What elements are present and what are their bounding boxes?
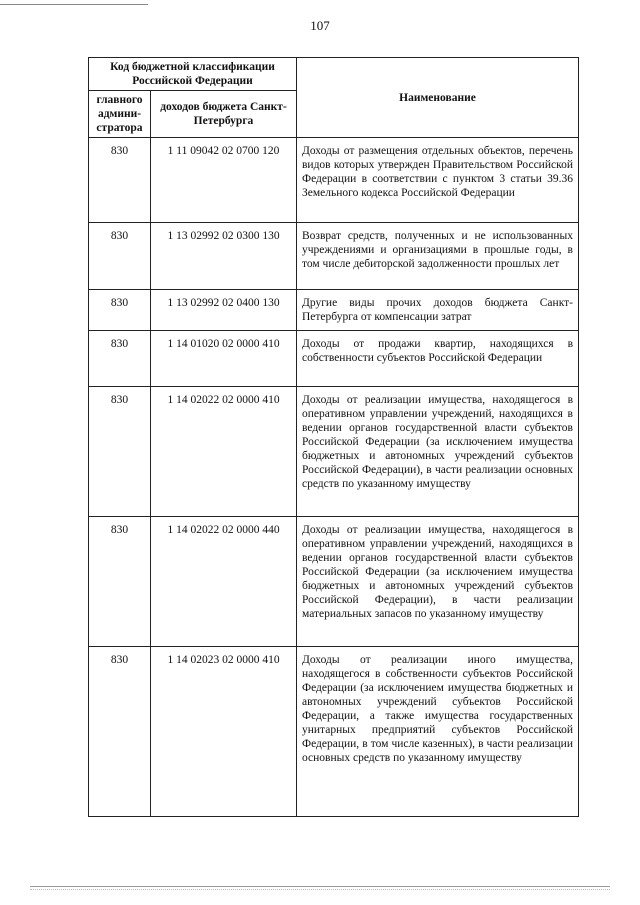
income-code-cell: 1 14 01020 02 0000 410 (151, 331, 297, 387)
table-row (89, 223, 579, 290)
table-row (89, 517, 579, 647)
admin-code-cell: 830 (89, 290, 151, 331)
name-cell: Доходы от продажи квартир, находящихся в собственности субъектов Российской Федерации (297, 331, 579, 387)
table-row (89, 387, 579, 517)
table-row (89, 331, 579, 387)
header-admin: главного админи-стратора (89, 91, 151, 138)
admin-code-cell: 830 (89, 223, 151, 290)
income-code-cell: 1 14 02023 02 0000 410 (151, 647, 297, 817)
header-row-group (89, 58, 579, 91)
name-cell: Другие виды прочих доходов бюджета Санкт-Петербурга от компенсации затрат (297, 290, 579, 331)
name-cell: Доходы от реализации имущества, находящегося в оперативном управлении учреждений, находящихся в ведении органов государственной власти субъектов Российской Федерации (за исключением имущества бюджетных и автономных учреждений субъектов Российской Федерации), в части реализации материальных запасов по указанному имуществу (297, 517, 579, 647)
table-row (89, 290, 579, 331)
name-cell: Доходы от реализации иного имущества, находящегося в собственности субъектов Российской Федерации (за исключением имущества бюджетных и автономных учреждений субъектов Российской Федерации, а также имущества государственных унитарных предприятий субъектов Российской Федерации, в том числе казенных), в части реализации основных средств по указанному имуществу (297, 647, 579, 817)
income-code-cell: 1 11 09042 02 0700 120 (151, 138, 297, 223)
income-code-cell: 1 13 02992 02 0300 130 (151, 223, 297, 290)
name-cell: Доходы от размещения отдельных объектов, перечень видов которых утвержден Правительством Российской Федерации в соответствии с пунктом 3 статьи 39.36 Земельного кодекса Российской Федерации (297, 138, 579, 223)
page-number: 107 (310, 18, 330, 33)
name-cell: Возврат средств, полученных и не использованных учреждениями и организациями в прошлые годы, в том числе дебиторской задолженности прошлых лет (297, 223, 579, 290)
header-income: доходов бюджета Санкт-Петербурга (151, 91, 297, 138)
top-rule (0, 4, 148, 5)
income-code-cell: 1 14 02022 02 0000 440 (151, 517, 297, 647)
admin-code-cell: 830 (89, 517, 151, 647)
header-name: Наименование (297, 58, 579, 138)
table-body (89, 138, 579, 817)
income-code-cell: 1 14 02022 02 0000 410 (151, 387, 297, 517)
admin-code-cell: 830 (89, 138, 151, 223)
admin-code-cell: 830 (89, 331, 151, 387)
bottom-rule (30, 886, 610, 887)
income-code-cell: 1 13 02992 02 0400 130 (151, 290, 297, 331)
table-row (89, 138, 579, 223)
bottom-rule-dotted (30, 889, 610, 890)
admin-code-cell: 830 (89, 647, 151, 817)
table-row (89, 647, 579, 817)
name-cell: Доходы от реализации имущества, находящегося в оперативном управлении учреждений, находящихся в ведении органов государственной власти субъектов Российской Федерации (за исключением имущества бюджетных и автономных учреждений субъектов Российской Федерации), в части реализации основных средств по указанному имуществу (297, 387, 579, 517)
header-classification-code: Код бюджетной классификации Российской Федерации (89, 58, 297, 91)
admin-code-cell: 830 (89, 387, 151, 517)
budget-classification-table (88, 57, 579, 817)
